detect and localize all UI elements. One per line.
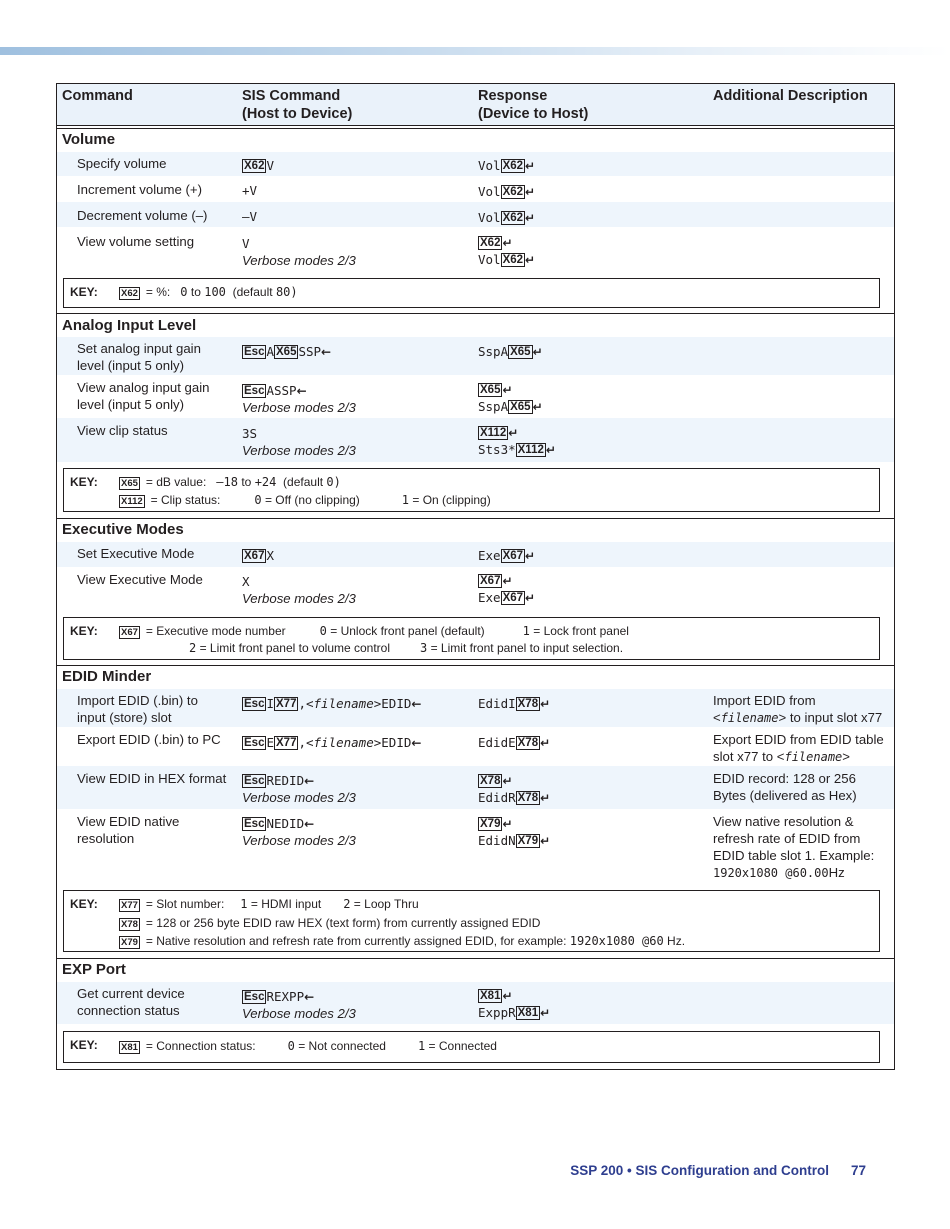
response: X112 ↵ Sts3* X112 ↵ [478,426,556,457]
sis-command: Esc E X77 ,<filename>EDID← [244,735,422,750]
command-label: View Executive Mode [77,572,203,587]
sis-command: –V [242,209,258,224]
section-title-edid-minder: EDID Minder [62,668,152,685]
header-sis-command: SIS Command (Host to Device) [242,88,353,122]
footer-title: SSP 200 • SIS Configuration and Control [570,1163,829,1178]
return-arrow-icon: ↵ [525,185,536,199]
key-line: X79 = Native resolution and refresh rate from currently assigned EDID, for example: 1920x1080 @60 Hz. [121,934,686,948]
return-arrow-icon: ↵ [502,574,513,588]
response: X65 ↵ SspA X65 ↵ [478,383,543,414]
key-line: X65 = dB value: –18 to +24 (default 0) [121,475,341,489]
command-table [56,83,895,1070]
header-additional-description: Additional Description [713,88,868,104]
return-arrow-icon: ↵ [540,697,551,711]
command-label: View volume setting [77,234,195,249]
return-arrow-icon: ↵ [525,211,536,225]
command-label: Get current device connection status [77,986,185,1018]
key-line: X77 = Slot number: 1 = HDMI input 2 = Loop Thru [121,897,419,911]
response: X62 ↵ Vol X62 ↵ [478,236,536,267]
command-label: View analog input gain level (input 5 only) [77,380,210,412]
return-arrow-icon: ↵ [525,591,536,605]
sis-command: Esc A X65 SSP← [244,344,332,359]
header-divider [57,125,894,126]
section-divider [57,665,894,666]
command-label: View EDID native resolution [77,814,180,846]
description: EDID record: 128 or 256 Bytes (delivered as Hex) [713,771,857,803]
sis-command: X67 X [244,548,274,563]
left-arrow-icon: ← [411,697,422,711]
return-arrow-icon: ↵ [525,253,536,267]
command-label: Export EDID (.bin) to PC [77,732,221,747]
key-line: 2 = Limit front panel to volume control 3 = Limit front panel to input selection. [189,641,624,655]
return-arrow-icon: ↵ [545,443,556,457]
left-arrow-icon: ← [304,774,315,788]
sis-command: X62 V [244,158,274,173]
return-arrow-icon: ↵ [502,236,513,250]
header-divider [57,128,894,129]
command-label: Set analog input gain level (input 5 only) [77,341,201,373]
section-title-analog-input-level: Analog Input Level [62,317,197,334]
response: Vol X62 ↵ [478,184,536,199]
description: Export EDID from EDID table slot x77 to <filename> [713,732,884,764]
key-box: KEY: X65 = dB value: –18 to +24 (default 0) X112 = Clip status: 0 = Off (no clipping) 1 = On (clipping) [63,468,880,512]
description: View native resolution & refresh rate of EDID from EDID table slot 1. Example: 1920x1080 @60.00Hz [713,814,875,880]
header-response: Response (Device to Host) [478,88,589,122]
key-line: X78 = 128 or 256 byte EDID raw HEX (text form) from currently assigned EDID [121,916,541,930]
return-arrow-icon: ↵ [532,345,543,359]
section-divider [57,313,894,314]
return-arrow-icon: ↵ [540,791,551,805]
response: EdidE X78 ↵ [478,735,551,750]
response: SspA X65 ↵ [478,344,543,359]
section-title-exp-port: EXP Port [62,961,126,978]
left-arrow-icon: ← [304,817,315,831]
response: X78 ↵ EdidR X78 ↵ [478,774,551,805]
key-box: KEY: X67 = Executive mode number 0 = Unlock front panel (default) 1 = Lock front panel 2 = Limit front panel to volume control 3 = Limit front panel to input selection. [63,617,880,660]
return-arrow-icon: ↵ [525,549,536,563]
top-gradient-bar [0,47,950,55]
return-arrow-icon: ↵ [525,159,536,173]
key-box: KEY: X77 = Slot number: 1 = HDMI input 2 = Loop Thru X78 = 128 or 256 byte EDID raw HEX (text form) from currently assigned EDID X79 = Native resolution and refresh rate from currently assigned EDID, for example: 1920x1080 @60 Hz. [63,890,880,952]
sis-command: Esc REDID← Verbose modes 2/3 [242,773,356,805]
sis-command: Esc REXPP← Verbose modes 2/3 [242,989,356,1021]
key-line: X62 = %: 0 to 100 (default 80) [121,285,298,299]
return-arrow-icon: ↵ [540,1006,551,1020]
page-footer [570,1163,866,1178]
key-line: X112 = Clip status: 0 = Off (no clipping) 1 = On (clipping) [121,493,491,507]
key-box: KEY: X62 = %: 0 to 100 (default 80) [63,278,880,308]
section-title-executive-modes: Executive Modes [62,521,184,538]
sis-command: X Verbose modes 2/3 [242,574,356,606]
return-arrow-icon: ↵ [502,817,513,831]
sis-command: +V [242,183,258,198]
sis-command: Esc I X77 ,<filename>EDID← [244,696,422,711]
section-divider [57,958,894,959]
sis-command: 3S Verbose modes 2/3 [242,426,356,458]
page-number: 77 [850,1163,866,1178]
response: Vol X62 ↵ [478,210,536,225]
return-arrow-icon: ↵ [540,736,551,750]
response: X81 ↵ ExppR X81 ↵ [478,989,551,1020]
return-arrow-icon: ↵ [532,400,543,414]
section-divider [57,518,894,519]
response: EdidI X78 ↵ [478,696,551,711]
key-line: X67 = Executive mode number 0 = Unlock front panel (default) 1 = Lock front panel [121,624,629,638]
response: X67 ↵ Exe X67 ↵ [478,574,536,605]
sis-command: Esc NEDID← Verbose modes 2/3 [242,816,356,848]
section-title-volume: Volume [62,131,116,148]
command-label: Specify volume [77,156,167,171]
left-arrow-icon: ← [296,384,307,398]
command-label: View EDID in HEX format [77,771,227,786]
header-command: Command [62,88,133,104]
response: Vol X62 ↵ [478,158,536,173]
response: Exe X67 ↵ [478,548,536,563]
key-line: X81 = Connection status: 0 = Not connected 1 = Connected [121,1039,497,1053]
command-label: Decrement volume (–) [77,208,208,223]
response: X79 ↵ EdidN X79 ↵ [478,817,551,848]
command-label: Import EDID (.bin) to input (store) slot [77,693,198,725]
key-box: KEY: X81 = Connection status: 0 = Not connected 1 = Connected [63,1031,880,1063]
return-arrow-icon: ↵ [502,989,513,1003]
left-arrow-icon: ← [321,345,332,359]
return-arrow-icon: ↵ [502,774,513,788]
description: Import EDID from <filename> to input slot x77 [713,693,883,725]
table-header [57,84,894,125]
return-arrow-icon: ↵ [502,383,513,397]
return-arrow-icon: ↵ [508,426,519,440]
command-label: Set Executive Mode [77,546,195,561]
return-arrow-icon: ↵ [540,834,551,848]
sis-command: Esc ASSP← Verbose modes 2/3 [242,383,356,415]
left-arrow-icon: ← [411,736,422,750]
command-label: Increment volume (+) [77,182,202,197]
left-arrow-icon: ← [304,990,315,1004]
sis-command: V Verbose modes 2/3 [242,236,356,268]
command-label: View clip status [77,423,168,438]
